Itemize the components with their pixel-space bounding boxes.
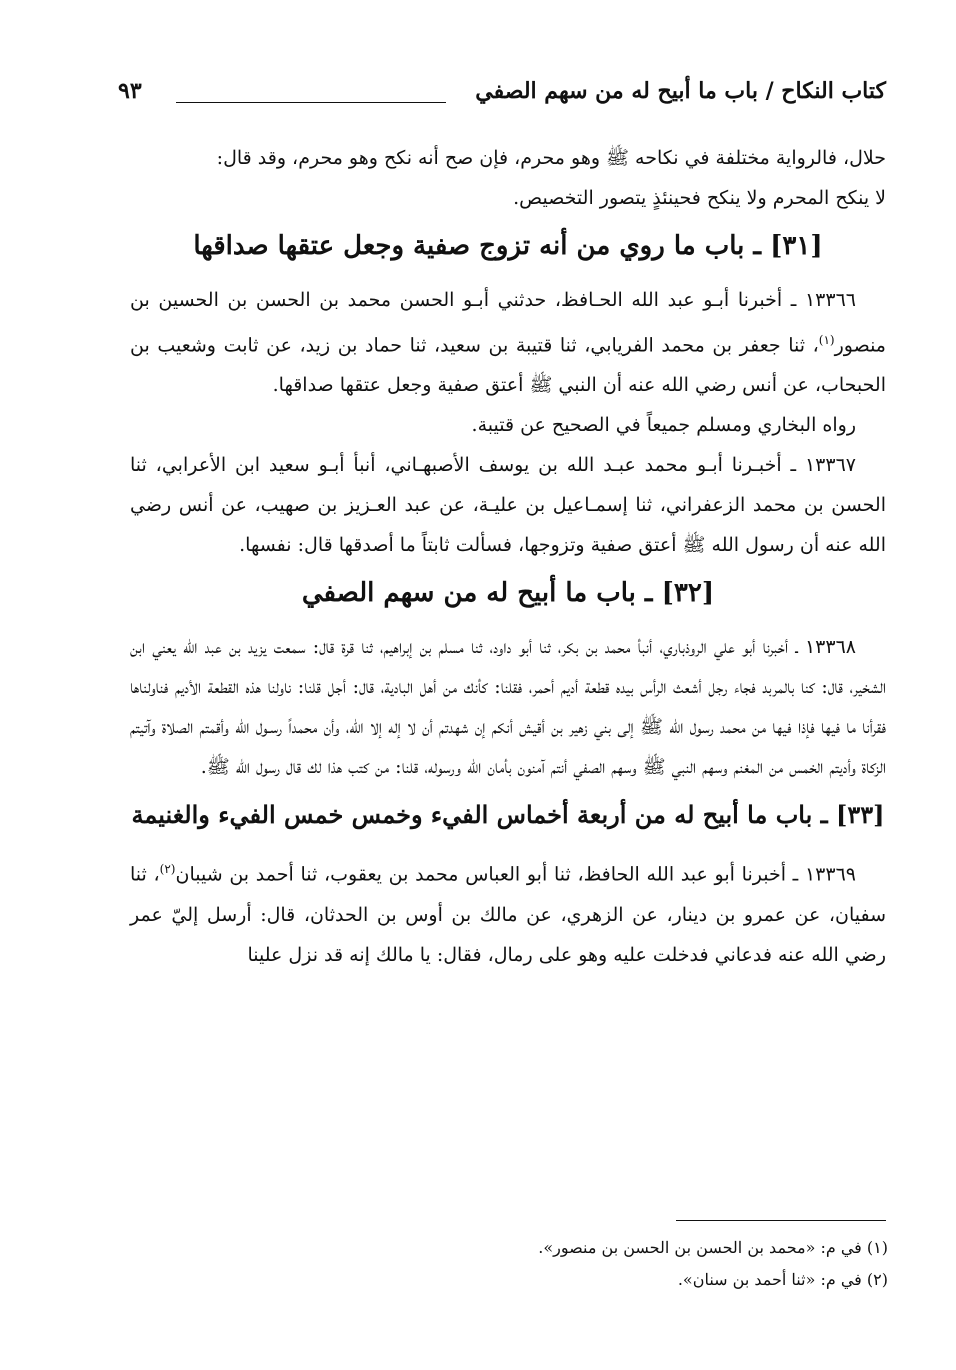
hadith-13367: ١٣٣٦٧ ـ أخبـرنا أبـو محمد عبـد الله بن يوسف الأصبهـاني، أنبأ أبـو سعيد ابن الأعرابي، ثنا الحسن بن محمد الزعفراني، ثنا إسمـاعيل بن عليـة، عن عبد العـزيز بن صهيب، عن أنس رضي الله عنه أن رسول الله ﷺ أعتق صفية وتزوجها، فسألت ثابتاً ما أصدقها قال: نفسها. — [130, 454, 886, 557]
hadith-13369-text: ١٣٣٦٩ ـ أخبرنا أبو عبد الله الحافظ، ثنا أبو العباس محمد بن يعقوب، ثنا أحمد بن شيبان — [175, 863, 856, 886]
running-title: كتاب النكاح / باب ما أبيح له من سهم الصفي — [475, 78, 886, 104]
page-number: ٩٣ — [118, 78, 142, 104]
header-rule — [176, 102, 446, 103]
chapter-heading-32: [٣٢] ـ باب ما أبيح له من سهم الصفي — [301, 578, 715, 609]
intro-line-1: حلال، فالرواية مختلفة في نكاحه ﷺ وهو محرم، فإن صح أنه نكح وهو محرم، وقد قال: — [216, 147, 886, 169]
hadith-13368: ١٣٣٦٨ ـ أخبرنا أبو علي الروذباري، أنبأ محمد بن بكر، ثنا أبو داود، ثنا مسلم بن إبراهيم، ثنا قرة قال: سمعت يزيد بن عبد الله يعني ابن الشخير، قال: كنا بالمربد فجاء رجل أشعث الرأس بيده قطعة أديم أحمر، فقلنا: كأنك من أهل البادية، قال: أجل قلنا: ناولنا هذه القطعة الأديم فناولناها فقرأنا ما فيها فإذا فيها من محمد رسول الله ﷺ إلى بني زهير بن أقيش أنكم إن شهدتم أن لا إله إلا الله، وأن محمداً رسـول الله وأقمتم الصلاة وآتيتم الزكاة وأديتم الخمس من المغنم وسهم النبي ﷺ وسهم الصفي أنتم آمنون بأمان الله ورسوله، قلنا: من كتب هذا لك قال رسول الله ﷺ. — [130, 636, 886, 779]
main-text — [130, 138, 886, 975]
chapter-heading-31: [٣١] ـ باب ما روي من أنه تزوج صفية وجعل عتقها صداقها — [193, 231, 823, 261]
hadith-13366-rest: ، ثنا جعفر بن محمد الفريابي، ثنا قتيبة بن سعيد، ثنا حماد بن زيد، عن ثابت وشعيب بن الحبحاب، عن أنس رضي الله عنه أن النبي ﷺ أعتق صفية وجعل عتقها صداقها. — [130, 334, 886, 397]
running-header — [118, 78, 886, 118]
footnotes — [130, 1232, 888, 1296]
hadith-13369-rest: ، ثنا سفيان، عن عمرو بن دينار، عن الزهري، عن مالك بن أوس بن الحدثان، قال: أرسل إليّ عمر رضي الله عنه فدعاني فدخلت عليه وهو على رمال، فقال: يا مالك إنه قد نزل علينا — [130, 863, 886, 966]
riwayah-note: رواه البخاري ومسلم جميعاً في الصحيح عن قتيبة. — [471, 414, 856, 437]
intro-line-2: لا ينكح المحرم ولا ينكح فحينئذٍ يتصور التخصيص. — [513, 187, 886, 209]
chapter-heading-33: [٣٣] ـ باب ما أبيح له من أربعة أخماس الفيء وخمس خمس الفيء والغنيمة — [131, 800, 885, 830]
footnote-marker-2: (٢) — [159, 862, 176, 877]
hadith-13366-text: ١٣٣٦٦ ـ أخبرنا أبـو عبد الله الحـافظ، حدثني أبـو الحسن محمد بن الحسن بن الحسين بن منصور — [130, 289, 886, 357]
footnote-marker-1: (١) — [818, 333, 835, 347]
footnote-rule — [676, 1220, 886, 1221]
hadith-13369 — [130, 849, 886, 974]
footnote-1: (١) في م: «محمد بن الحسن بن الحسن بن منصور». — [538, 1238, 888, 1257]
footnote-2: (٢) في م: «ثنا أحمد بن سنان». — [677, 1270, 888, 1289]
hadith-13366 — [130, 280, 886, 405]
